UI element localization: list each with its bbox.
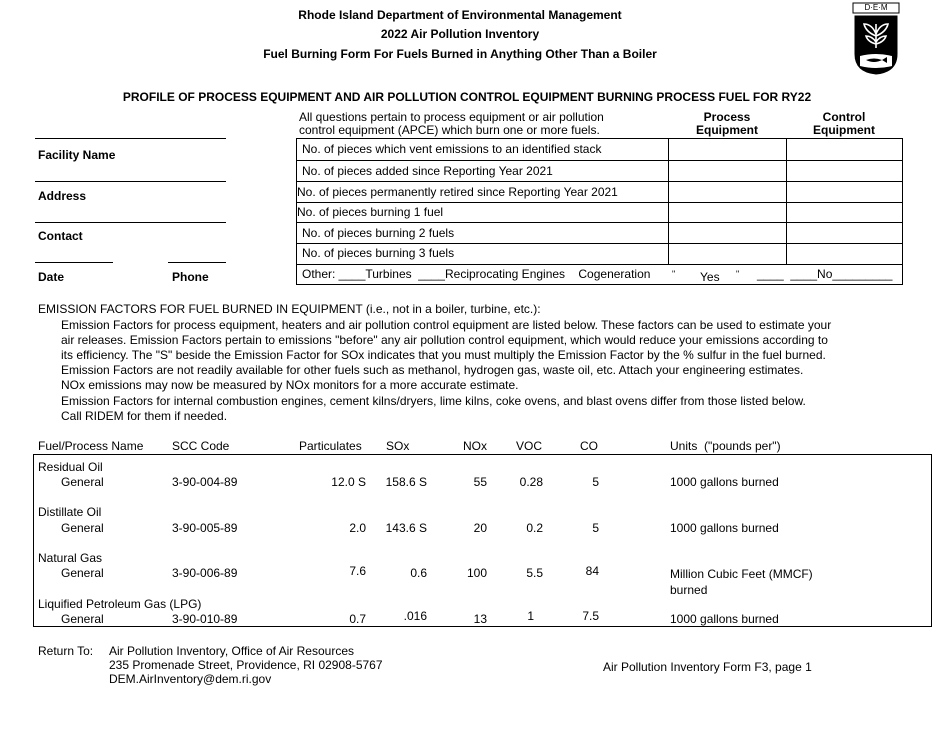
question-row: No. of pieces burning 1 fuel <box>297 205 444 219</box>
col-control-equipment: Control Equipment <box>813 110 875 137</box>
co-value: 5 <box>592 521 599 535</box>
questions-divider-2 <box>786 138 787 264</box>
question-row: No. of pieces permanently retired since Reporting Year 2021 <box>297 185 618 199</box>
contact-line <box>35 222 226 223</box>
no-option[interactable]: ____ ____No_________ <box>757 267 893 281</box>
quote-mark: " <box>736 269 740 279</box>
questions-rule <box>296 243 903 244</box>
particulates-value: 7.6 <box>349 564 366 578</box>
units-value: 1000 gallons burned <box>670 612 779 626</box>
question-row: No. of pieces burning 3 fuels <box>302 246 455 260</box>
dem-logo <box>852 2 900 76</box>
dem-logo-emblem <box>852 2 900 76</box>
fuel-name: Distillate Oil <box>38 505 102 519</box>
address-label: Address <box>38 189 87 203</box>
questions-divider-1 <box>668 138 669 264</box>
col-process-equipment: Process Equipment <box>696 110 758 137</box>
questions-rule <box>296 264 903 265</box>
facility-name-label: Facility Name <box>38 148 116 162</box>
fuel-sub: General <box>61 612 104 626</box>
other-equipment-row: Other: ____Turbines ____Reciprocating Engines Cogeneration <box>302 267 651 281</box>
scc-code: 3-90-010-89 <box>172 612 238 626</box>
questions-rule <box>296 160 903 161</box>
sox-value: 143.6 S <box>385 521 427 535</box>
facility-name-line <box>35 138 226 139</box>
dem-logo-text: D·E·M <box>864 3 888 12</box>
col-header-nox: NOx <box>463 439 487 453</box>
sox-value: 0.6 <box>410 566 427 580</box>
sox-value: 158.6 S <box>385 475 427 489</box>
units-value: 1000 gallons burned <box>670 521 779 535</box>
questions-intro: All questions pertain to process equipment or air pollution control equipment (APCE) which burn one or more fuels. <box>299 110 604 137</box>
profile-title: PROFILE OF PROCESS EQUIPMENT AND AIR POLLUTION CONTROL EQUIPMENT BURNING PROCESS FUEL FOR RY22 <box>122 90 812 104</box>
question-row: No. of pieces which vent emissions to an identified stack <box>302 142 602 156</box>
emission-note-2: Emission Factors are not readily available for other fuels such as methanol, hydrogen gas, waste oil, etc. Attach your engineering estimates. <box>61 363 804 377</box>
questions-rule <box>296 202 903 203</box>
emission-heading: EMISSION FACTORS FOR FUEL BURNED IN EQUIPMENT (i.e., not in a boiler, turbine, etc.): <box>38 302 541 316</box>
question-row: No. of pieces burning 2 fuels <box>302 226 455 240</box>
questions-rule <box>296 181 903 182</box>
sox-value: .016 <box>403 609 427 623</box>
phone-line <box>168 262 226 263</box>
phone-label: Phone <box>172 270 209 284</box>
return-to-label: Return To: <box>38 644 94 658</box>
voc-value: 5.5 <box>526 566 543 580</box>
particulates-value: 2.0 <box>349 521 366 535</box>
return-address: Air Pollution Inventory, Office of Air Resources 235 Promenade Street, Providence, RI 02908-5767 DEM.AirInventory@dem.ri.gov <box>109 644 383 686</box>
scc-code: 3-90-006-89 <box>172 566 238 580</box>
units-value: Million Cubic Feet (MMCF) burned <box>670 567 813 597</box>
emission-note-4: Emission Factors for internal combustion engines, cement kilns/dryers, lime kilns, coke ovens, and blast ovens differ from those listed below. Call RIDEM for them if needed. <box>61 394 806 423</box>
co-value: 7.5 <box>582 609 599 623</box>
col-header-voc: VOC <box>516 439 543 453</box>
fuel-sub: General <box>61 566 104 580</box>
co-value: 84 <box>585 564 599 578</box>
nox-value: 13 <box>473 612 487 626</box>
fuel-sub: General <box>61 521 104 535</box>
col-header-particulates: Particulates <box>299 439 362 453</box>
fuel-name: Natural Gas <box>38 551 103 565</box>
emission-note-3: NOx emissions may now be measured by NOx monitors for a more accurate estimate. <box>61 378 519 392</box>
fuel-sub: General <box>61 475 104 489</box>
col-header-scc: SCC Code <box>172 439 230 453</box>
address-line <box>35 181 226 182</box>
scc-code: 3-90-004-89 <box>172 475 238 489</box>
col-header-fuel: Fuel/Process Name <box>38 439 144 453</box>
page-label: Air Pollution Inventory Form F3, page 1 <box>603 660 812 674</box>
fuel-name: Liquified Petroleum Gas (LPG) <box>38 597 202 611</box>
units-value: 1000 gallons burned <box>670 475 779 489</box>
header-line-3: Fuel Burning Form For Fuels Burned in Anything Other Than a Boiler <box>263 47 657 61</box>
emission-note-1: Emission Factors for process equipment, heaters and air pollution control equipment are listed below. These factors can be used to estimate your air releases. Emission Factors pertain to emissions "before" any air pollution control equipment, which would reduce your emissions according to its efficiency. The "S" beside the Emission Factor for SOx indicates that you must multiply the Emission Factor by the % sulfur in the fuel burned. <box>61 318 832 362</box>
fuel-name: Residual Oil <box>38 460 103 474</box>
contact-label: Contact <box>38 229 83 243</box>
date-line <box>35 262 113 263</box>
nox-value: 100 <box>466 566 487 580</box>
col-header-sox: SOx <box>386 439 410 453</box>
date-label: Date <box>38 270 65 284</box>
questions-rule <box>296 222 903 223</box>
yes-option[interactable]: Yes <box>700 270 720 284</box>
particulates-value: 12.0 S <box>331 475 366 489</box>
voc-value: 1 <box>527 609 534 623</box>
col-header-units: Units ("pounds per") <box>670 439 781 453</box>
voc-value: 0.2 <box>526 521 543 535</box>
col-header-co: CO <box>580 439 598 453</box>
header-line-1: Rhode Island Department of Environmental Management <box>298 8 622 22</box>
voc-value: 0.28 <box>519 475 543 489</box>
nox-value: 55 <box>473 475 487 489</box>
header-line-2: 2022 Air Pollution Inventory <box>380 27 540 41</box>
quote-mark: " <box>672 269 676 279</box>
particulates-value: 0.7 <box>349 612 366 626</box>
co-value: 5 <box>592 475 599 489</box>
nox-value: 20 <box>473 521 487 535</box>
scc-code: 3-90-005-89 <box>172 521 238 535</box>
question-row: No. of pieces added since Reporting Year 2021 <box>302 164 553 178</box>
